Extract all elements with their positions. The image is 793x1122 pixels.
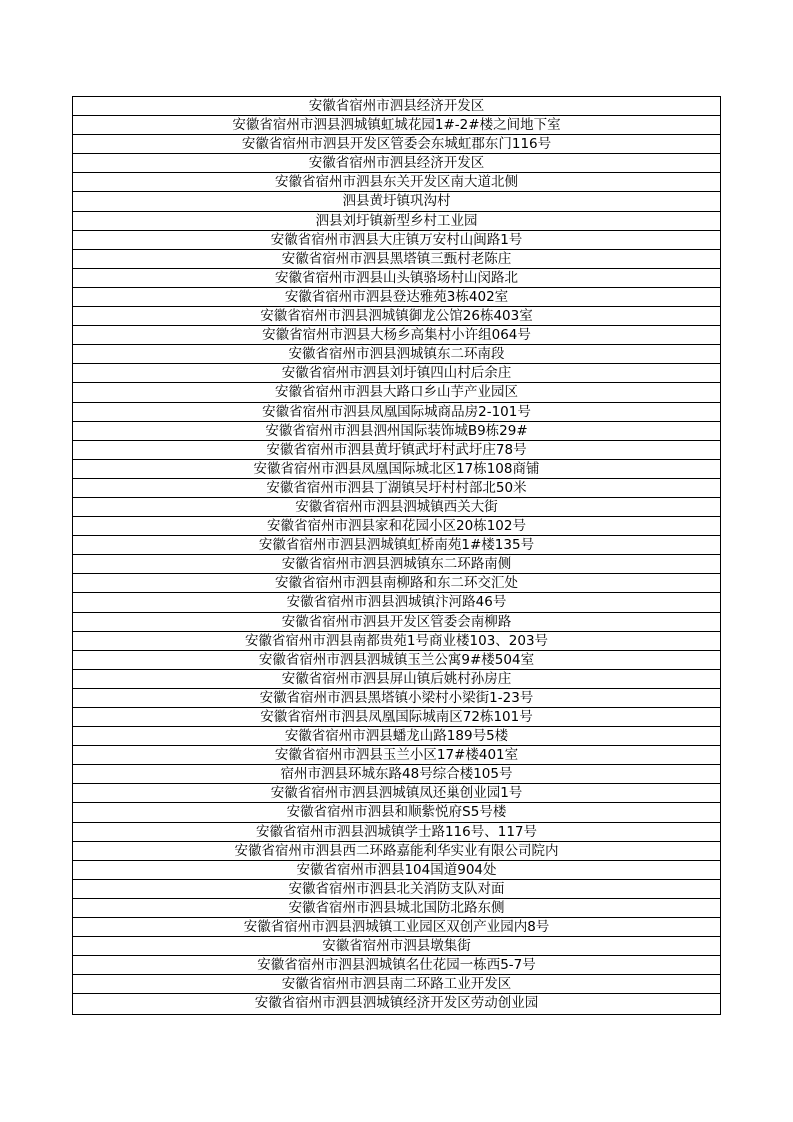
table-row: 安徽省宿州市泗县大庄镇万安村山闽路1号 [73, 231, 720, 250]
table-row: 安徽省宿州市泗县开发区管委会东城虹郡东门116号 [73, 135, 720, 154]
table-row: 安徽省宿州市泗县泗城镇虹桥南苑1#楼135号 [73, 536, 720, 555]
table-row: 安徽省宿州市泗县经济开发区 [73, 97, 720, 116]
table-row: 泗县刘圩镇新型乡村工业园 [73, 212, 720, 231]
table-row: 安徽省宿州市泗县黑塔镇三甄村老陈庄 [73, 250, 720, 269]
table-row: 安徽省宿州市泗县南都贵苑1号商业楼103、203号 [73, 632, 720, 651]
table-row: 安徽省宿州市泗县泗城镇名仕花园一栋西5-7号 [73, 956, 720, 975]
table-row: 安徽省宿州市泗县凤凰国际城北区17栋108商铺 [73, 460, 720, 479]
table-row: 安徽省宿州市泗县黄圩镇武圩村武圩庄78号 [73, 441, 720, 460]
table-row: 安徽省宿州市泗县凤凰国际城南区72栋101号 [73, 708, 720, 727]
table-row: 安徽省宿州市泗县东关开发区南大道北侧 [73, 173, 720, 192]
table-row: 安徽省宿州市泗县开发区管委会南柳路 [73, 613, 720, 632]
table-row: 安徽省宿州市泗县泗城镇经济开发区劳动创业园 [254, 995, 539, 1012]
table-row: 安徽省宿州市泗县刘圩镇四山村后余庄 [73, 364, 720, 383]
table-row: 安徽省宿州市泗县北关消防支队对面 [73, 880, 720, 899]
table-row: 安徽省宿州市泗县经济开发区 [73, 154, 720, 173]
table-row: 安徽省宿州市泗县泗城镇御龙公馆26栋403室 [73, 307, 720, 326]
table-row: 安徽省宿州市泗县山头镇骆场村山闵路北 [73, 269, 720, 288]
table-row: 安徽省宿州市泗县104国道904处 [73, 861, 720, 880]
table-row: 泗县黄圩镇巩沟村 [73, 192, 720, 211]
table-row: 安徽省宿州市泗县泗城镇西关大街 [73, 498, 720, 517]
table-row: 安徽省宿州市泗县泗城镇工业园区双创产业园内8号 [73, 918, 720, 937]
table-row: 安徽省宿州市泗县泗城镇凤还巢创业园1号 [73, 784, 720, 803]
table-row: 安徽省宿州市泗县丁湖镇吴圩村村部北50米 [73, 479, 720, 498]
table-row: 安徽省宿州市泗县南柳路和东二环交汇处 [73, 574, 720, 593]
table-row: 安徽省宿州市泗县泗城镇玉兰公寓9#楼504室 [73, 651, 720, 670]
table-row: 安徽省宿州市泗县和顺紫悦府S5号楼 [73, 803, 720, 822]
table-row: 安徽省宿州市泗县玉兰小区17#楼401室 [73, 746, 720, 765]
table-row: 安徽省宿州市泗县西二环路嘉能利华实业有限公司院内 [73, 842, 720, 861]
table-row: 安徽省宿州市泗县泗城镇学士路116号、117号 [73, 823, 720, 842]
table-row: 安徽省宿州市泗县黑塔镇小梁村小梁街1-23号 [73, 689, 720, 708]
table-row: 安徽省宿州市泗县泗州国际装饰城B9栋29# [73, 422, 720, 441]
table-row: 安徽省宿州市泗县泗城镇汴河路46号 [73, 593, 720, 612]
table-row: 安徽省宿州市泗县大路口乡山芋产业园区 [73, 383, 720, 402]
table-row: 安徽省宿州市泗县登达雅苑3栋402室 [73, 288, 720, 307]
table-row: 安徽省宿州市泗县泗城镇东二环南段 [73, 345, 720, 364]
table-row: 安徽省宿州市泗县泗城镇东二环路南侧 [73, 555, 720, 574]
table-row: 安徽省宿州市泗县墩集街 [73, 937, 720, 956]
table-row: 安徽省宿州市泗县凤凰国际城商品房2-101号 [73, 403, 720, 422]
address-table [72, 96, 721, 1015]
table-row: 安徽省宿州市泗县南二环路工业开发区 [73, 975, 720, 994]
table-row: 安徽省宿州市泗县家和花园小区20栋102号 [73, 517, 720, 536]
table-row: 安徽省宿州市泗县泗城镇虹城花园1#-2#楼之间地下室 [73, 116, 720, 135]
table-row: 安徽省宿州市泗县蟠龙山路189号5楼 [73, 727, 720, 746]
table-row: 安徽省宿州市泗县屏山镇后姚村孙房庄 [73, 670, 720, 689]
table-row: 安徽省宿州市泗县城北国防北路东侧 [73, 899, 720, 918]
table-row: 安徽省宿州市泗县大杨乡高集村小许组064号 [73, 326, 720, 345]
table-row: 宿州市泗县环城东路48号综合楼105号 [73, 765, 720, 784]
